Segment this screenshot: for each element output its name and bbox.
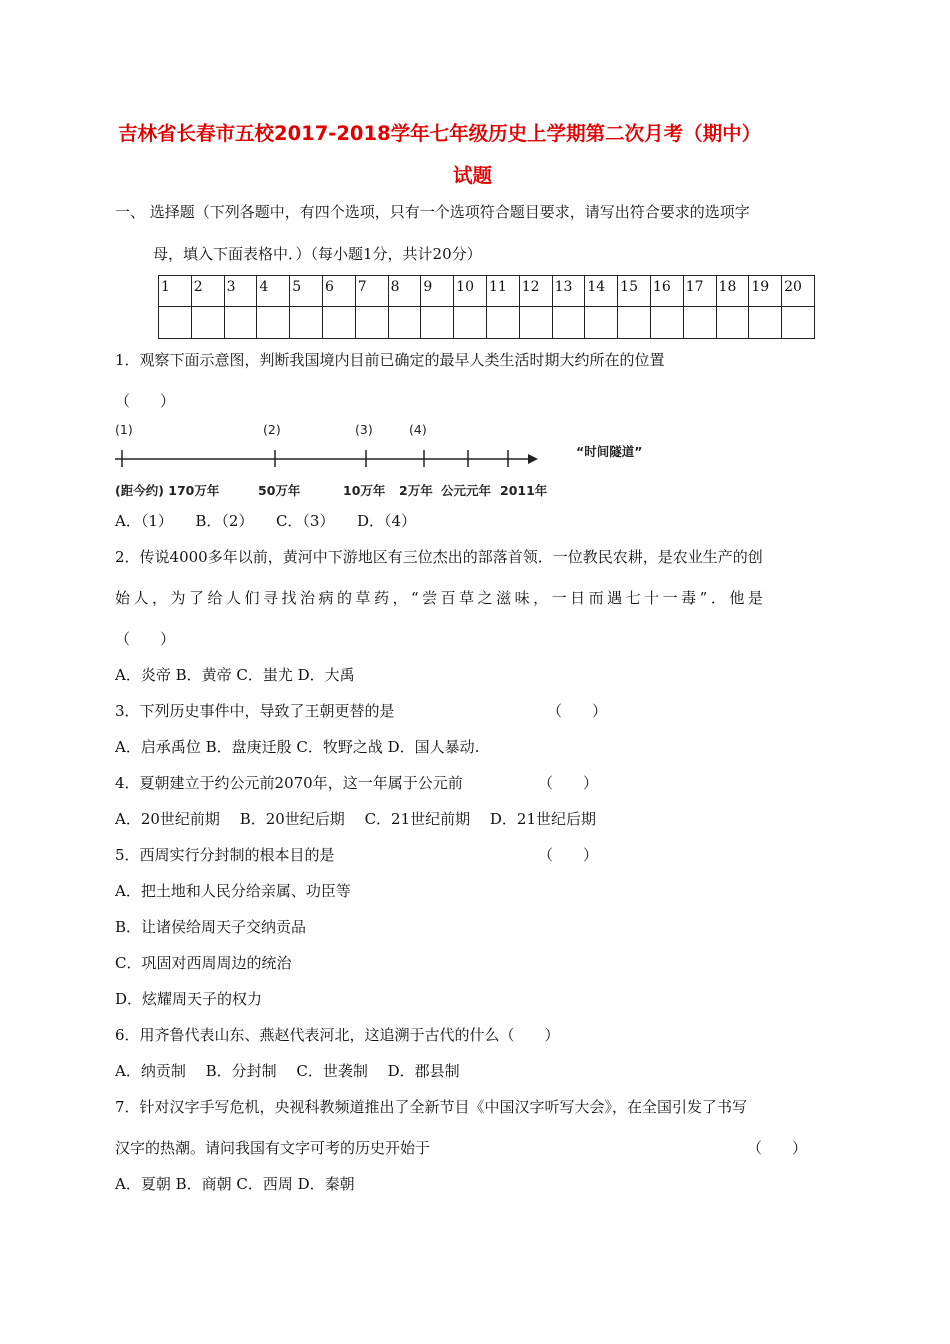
answer-cell-number: 17 bbox=[683, 276, 716, 307]
question-5-stem: 5．西周实行分封制的根本目的是 bbox=[115, 846, 335, 864]
time-tunnel-diagram bbox=[113, 418, 653, 498]
question-3-options: A．启承禹位 B．盘庚迁殷 C．牧野之战 D．国人暴动. bbox=[115, 738, 480, 756]
answer-cell-number: 13 bbox=[552, 276, 585, 307]
answer-blank-cell[interactable] bbox=[650, 307, 683, 339]
timeline-marker: (2) bbox=[263, 422, 281, 437]
section-heading: 一、 选择题（下列各题中，有四个选项，只有一个选项符合题目要求，请写出符合要求的选项字 bbox=[115, 203, 750, 221]
question-5-option: A．把土地和人民分给亲属、功臣等 bbox=[115, 882, 351, 900]
question-6-options: A．纳贡制 B．分封制 C．世袭制 D．郡县制 bbox=[115, 1062, 460, 1080]
timeline-tick-label: 2011年 bbox=[500, 483, 548, 498]
timeline-tick-label: 50万年 bbox=[258, 483, 301, 498]
answer-cell-number: 14 bbox=[585, 276, 618, 307]
question-2-stem: 2．传说4000多年以前，黄河中下游地区有三位杰出的部落首领．一位教民农耕，是农业生产的创 bbox=[115, 548, 763, 566]
answer-blank-cell[interactable] bbox=[683, 307, 716, 339]
timeline-tick-label: 10万年 bbox=[343, 483, 386, 498]
answer-blank-cell[interactable] bbox=[454, 307, 487, 339]
question-4-options: A．20世纪前期 B．20世纪后期 C．21世纪前期 D．21世纪后期 bbox=[115, 810, 597, 828]
answer-cell-number: 9 bbox=[421, 276, 454, 307]
answer-cell-number: 6 bbox=[322, 276, 355, 307]
question-4-paren: （ ） bbox=[538, 774, 599, 792]
timeline-tick-label: (距今约) 170万年 bbox=[115, 483, 220, 498]
answer-cell-number: 11 bbox=[486, 276, 519, 307]
section-heading-continued: 母，填入下面表格中．）（每小题1分，共计20分） bbox=[153, 245, 482, 263]
answer-cell-number: 8 bbox=[388, 276, 421, 307]
answer-cell-number: 12 bbox=[519, 276, 552, 307]
answer-table-blank-row bbox=[159, 307, 815, 339]
answer-blank-cell[interactable] bbox=[519, 307, 552, 339]
answer-cell-number: 19 bbox=[749, 276, 782, 307]
document-title-line2: 试题 bbox=[453, 164, 493, 187]
answer-blank-cell[interactable] bbox=[421, 307, 454, 339]
timeline-marker: (4) bbox=[409, 422, 427, 437]
question-3-paren: （ ） bbox=[547, 702, 608, 720]
answer-blank-cell[interactable] bbox=[618, 307, 651, 339]
document-title-line1: 吉林省长春市五校2017-2018学年七年级历史上学期第二次月考（期中） bbox=[118, 122, 762, 145]
answer-blank-cell[interactable] bbox=[159, 307, 192, 339]
answer-blank-cell[interactable] bbox=[257, 307, 290, 339]
answer-cell-number: 16 bbox=[650, 276, 683, 307]
answer-cell-number: 5 bbox=[290, 276, 323, 307]
timeline-marker: (1) bbox=[115, 422, 133, 437]
question-2-paren: （ ） bbox=[115, 630, 176, 648]
timeline-marker: (3) bbox=[355, 422, 373, 437]
answer-table bbox=[158, 275, 815, 339]
answer-cell-number: 3 bbox=[224, 276, 257, 307]
answer-blank-cell[interactable] bbox=[322, 307, 355, 339]
answer-table-header-row bbox=[159, 276, 815, 307]
answer-blank-cell[interactable] bbox=[749, 307, 782, 339]
answer-blank-cell[interactable] bbox=[716, 307, 749, 339]
question-2-stem-continued: 始人，为了给人们寻找治病的草药，“尝百草之滋味，一日而遇七十一毒”．他是 bbox=[115, 589, 767, 607]
question-5-option: B．让诸侯给周天子交纳贡品 bbox=[115, 918, 307, 936]
timeline-tick-label: 2万年 bbox=[399, 483, 433, 498]
answer-blank-cell[interactable] bbox=[355, 307, 388, 339]
question-5-paren: （ ） bbox=[538, 846, 599, 864]
answer-cell-number: 15 bbox=[618, 276, 651, 307]
answer-blank-cell[interactable] bbox=[552, 307, 585, 339]
answer-blank-cell[interactable] bbox=[191, 307, 224, 339]
question-7-stem-continued: 汉字的热潮。请问我国有文字可考的历史开始于 bbox=[115, 1139, 431, 1157]
answer-blank-cell[interactable] bbox=[388, 307, 421, 339]
question-1-paren: （ ） bbox=[115, 392, 176, 410]
timeline-caption: “时间隧道” bbox=[576, 444, 643, 459]
answer-cell-number: 7 bbox=[355, 276, 388, 307]
question-7-options: A．夏朝 B．商朝 C．西周 D．秦朝 bbox=[115, 1175, 355, 1193]
answer-blank-cell[interactable] bbox=[782, 307, 815, 339]
question-3-stem: 3．下列历史事件中，导致了王朝更替的是 bbox=[115, 702, 395, 720]
question-1-options: A．（1） B．（2） C．（3） D．（4） bbox=[115, 512, 417, 530]
answer-blank-cell[interactable] bbox=[224, 307, 257, 339]
question-4-stem: 4．夏朝建立于约公元前2070年，这一年属于公元前 bbox=[115, 774, 463, 792]
question-2-options: A．炎帝 B．黄帝 C．蚩尤 D．大禹 bbox=[115, 666, 355, 684]
answer-cell-number: 4 bbox=[257, 276, 290, 307]
question-7-stem: 7．针对汉字手写危机，央视科教频道推出了全新节目《中国汉字听写大会》，在全国引发了书写 bbox=[115, 1098, 748, 1116]
question-6-stem: 6．用齐鲁代表山东、燕赵代表河北，这追溯于古代的什么（ ） bbox=[115, 1026, 560, 1044]
answer-cell-number: 2 bbox=[191, 276, 224, 307]
question-5-option: C．巩固对西周周边的统治 bbox=[115, 954, 292, 972]
answer-cell-number: 20 bbox=[782, 276, 815, 307]
answer-cell-number: 10 bbox=[454, 276, 487, 307]
answer-blank-cell[interactable] bbox=[486, 307, 519, 339]
answer-cell-number: 1 bbox=[159, 276, 192, 307]
answer-blank-cell[interactable] bbox=[290, 307, 323, 339]
question-1-stem: 1．观察下面示意图，判断我国境内目前已确定的最早人类生活时期大约所在的位置 bbox=[115, 351, 665, 369]
answer-blank-cell[interactable] bbox=[585, 307, 618, 339]
timeline-tick-label: 公元元年 bbox=[441, 483, 492, 498]
answer-cell-number: 18 bbox=[716, 276, 749, 307]
question-5-option: D．炫耀周天子的权力 bbox=[115, 990, 263, 1008]
question-7-paren: （ ） bbox=[747, 1139, 808, 1157]
